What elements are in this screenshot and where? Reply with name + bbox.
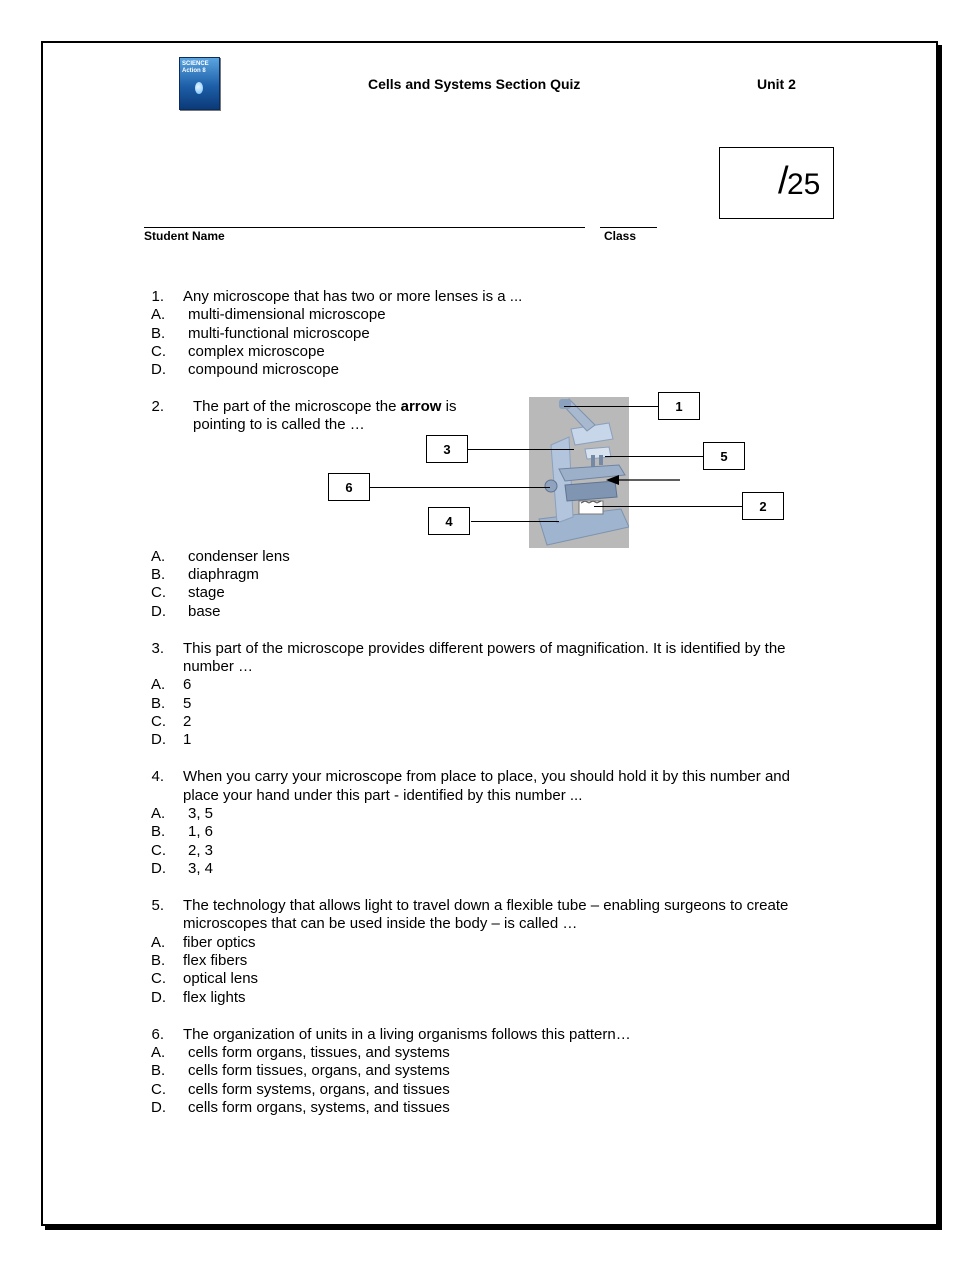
q4-option[interactable]: 3, 4 [188,860,214,877]
q3-option[interactable]: 1 [183,731,192,748]
q6-option[interactable]: cells form organs, systems, and tissues [188,1099,450,1116]
q5-number: 5. [151,897,164,914]
callout-6-leader [370,487,550,488]
q4-option-letter: A. [151,805,166,822]
callout-4: 4 [428,507,470,535]
q2-text-bold: arrow [400,398,442,415]
q4-option-letter: C. [151,842,166,859]
callout-5: 5 [703,442,745,470]
q6-option-letter: C. [151,1081,166,1098]
q3-text-line1: This part of the microscope provides different powers of magnification. It is identified by the [183,640,786,657]
arrow-icon [606,473,682,487]
q6-number: 6. [151,1026,164,1043]
q2-option[interactable]: base [188,603,221,620]
callout-3-leader [468,449,574,450]
q5-option[interactable]: optical lens [183,970,259,987]
score-slash: / [778,160,789,202]
callout-2: 2 [742,492,784,520]
q3-option-letter: C. [151,713,166,730]
q2-option-letter: B. [151,566,166,583]
callout-5-leader [605,456,703,457]
q1-option[interactable]: multi-dimensional microscope [188,306,386,323]
q3-text-line2: number … [183,658,254,675]
callout-4-leader [471,521,559,522]
logo-text: SCIENCE Action 8 [182,61,209,74]
q5-option[interactable]: fiber optics [183,934,256,951]
student-name-label: Student Name [144,229,225,243]
q2-option[interactable]: stage [188,584,225,601]
callout-1-leader [564,406,658,407]
q1-option-letter: C. [151,343,166,360]
q5-option-letter: D. [151,989,166,1006]
q6-option[interactable]: cells form tissues, organs, and systems [188,1062,450,1079]
water-drop-icon [195,82,203,94]
q3-option[interactable]: 6 [183,676,192,693]
student-name-line[interactable] [144,227,585,228]
q2-option[interactable]: condenser lens [188,548,290,565]
q4-text-line2: place your hand under this part - identified by this number ... [183,787,583,804]
q3-option-letter: A. [151,676,166,693]
q2-option[interactable]: diaphragm [188,566,259,583]
q2-text [193,398,456,416]
q3-option[interactable]: 5 [183,695,192,712]
q3-option[interactable]: 2 [183,713,192,730]
q2-number: 2. [151,398,164,415]
q1-option-letter: A. [151,306,166,323]
q5-option-letter: B. [151,952,166,969]
callout-1: 1 [658,392,700,420]
score-box [719,147,834,219]
q1-option-letter: B. [151,325,166,342]
q4-option[interactable]: 2, 3 [188,842,214,859]
q4-option-letter: B. [151,823,166,840]
q6-option-letter: A. [151,1044,166,1061]
q6-text: The organization of units in a living organisms follows this pattern… [183,1026,631,1043]
q4-option[interactable]: 3, 5 [188,805,214,822]
unit-label: Unit 2 [757,76,796,92]
callout-3: 3 [426,435,468,463]
q4-option[interactable]: 1, 6 [188,823,214,840]
q6-option[interactable]: cells form systems, organs, and tissues [188,1081,450,1098]
q2-option-letter: C. [151,584,166,601]
q2-option-letter: D. [151,603,166,620]
q1-option[interactable]: complex microscope [188,343,325,360]
q6-option-letter: D. [151,1099,166,1116]
class-line[interactable] [600,227,657,228]
q4-text-line1: When you carry your microscope from place to place, you should hold it by this number and [183,768,790,785]
q2-text-before: The part of the microscope the [193,398,397,415]
q5-option-letter: A. [151,934,166,951]
q4-option-letter: D. [151,860,166,877]
q5-text-line2: microscopes that can be used inside the body – is called … [183,915,578,932]
q4-number: 4. [151,768,164,785]
q2-text-line2: pointing to is called the … [193,416,365,433]
q6-option-letter: B. [151,1062,166,1079]
q2-option-letter: A. [151,548,166,565]
textbook-logo [179,57,220,110]
q3-option-letter: D. [151,731,166,748]
q3-option-letter: B. [151,695,166,712]
q5-text-line1: The technology that allows light to travel down a flexible tube – enabling surgeons to create [183,897,789,914]
callout-6: 6 [328,473,370,501]
q2-text-after: is [445,398,457,415]
q1-option-letter: D. [151,361,166,378]
quiz-title: Cells and Systems Section Quiz [368,76,581,92]
q1-text: Any microscope that has two or more lenses is a ... [183,288,523,305]
q5-option[interactable]: flex lights [183,989,246,1006]
q5-option-letter: C. [151,970,166,987]
q1-option[interactable]: compound microscope [188,361,339,378]
q6-option[interactable]: cells form organs, tissues, and systems [188,1044,450,1061]
q5-option[interactable]: flex fibers [183,952,248,969]
score-total: 25 [787,168,821,201]
q1-option[interactable]: multi-functional microscope [188,325,370,342]
class-label: Class [604,229,637,243]
callout-2-leader [594,506,742,507]
q3-number: 3. [151,640,164,657]
q1-number: 1. [151,288,164,305]
